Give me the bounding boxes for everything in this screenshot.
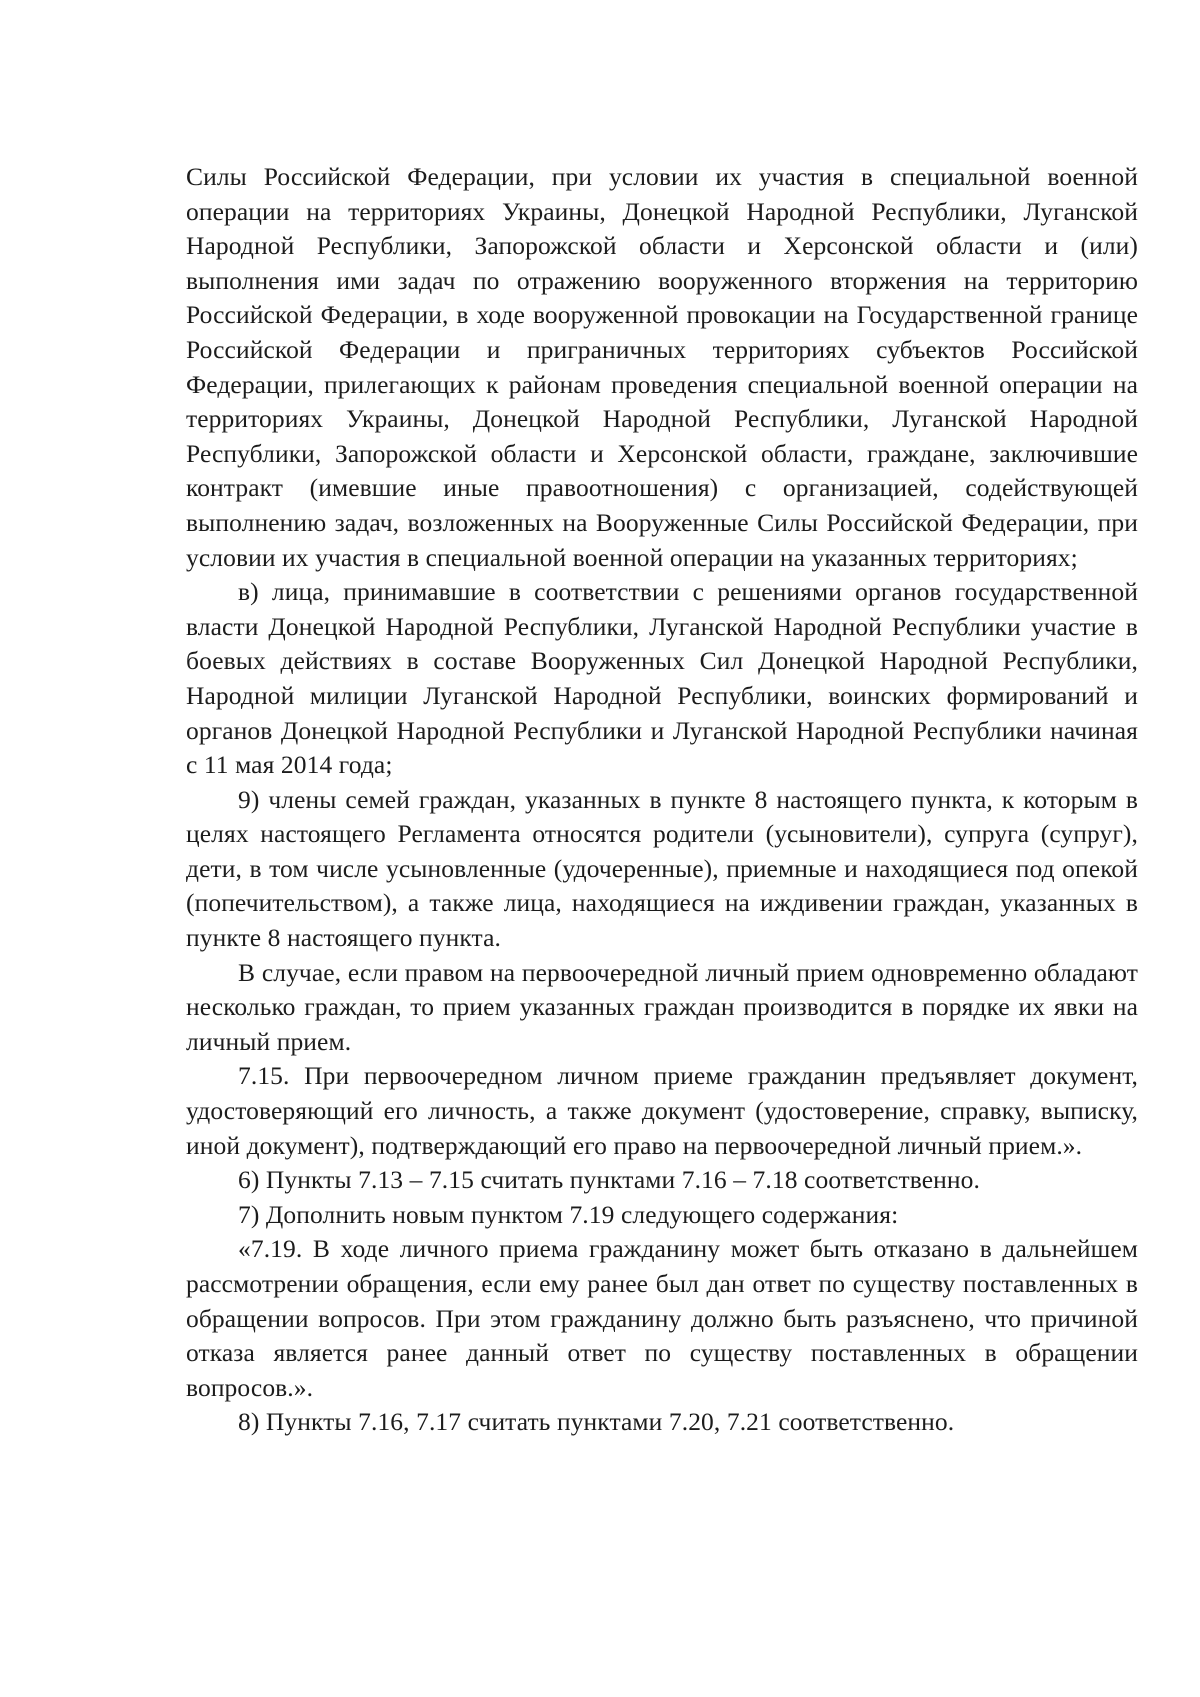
paragraph-clause-7-19: «7.19. В ходе личного приема гражданину может быть отказано в дальнейшем рассмотрении обращения, если ему ранее был дан ответ по существу поставленных в обращении вопросов. При этом гражданину должно быть разъяснено, что причиной отказа является ранее данный ответ по существу поставленных в обращении вопросов.». <box>186 1234 1138 1402</box>
paragraph-item-9: 9) члены семей граждан, указанных в пункте 8 настоящего пункта, к которым в целях настоящего Регламента относятся родители (усыновители), супруга (супруг), дети, в том числе усыновленные (удочеренные), приемные и находящиеся под опекой (попечительством), а также лица, находящиеся на иждивении граждан, указанных в пункте 8 настоящего пункта. <box>186 784 1138 953</box>
paragraph-item-7: 7) Дополнить новым пунктом 7.19 следующего содержания: <box>238 1199 899 1229</box>
document-body <box>186 160 1138 1440</box>
paragraph-item-8: 8) Пункты 7.16, 7.17 считать пунктами 7.20, 7.21 соответственно. <box>238 1407 955 1437</box>
paragraph-item-6: 6) Пункты 7.13 – 7.15 считать пунктами 7.16 – 7.18 соответственно. <box>238 1165 980 1195</box>
paragraph-simultaneous-right: В случае, если правом на первоочередной личный прием одновременно обладают несколько граждан, то прием указанных граждан производится в порядке их явки на личный прием. <box>186 957 1138 1056</box>
paragraph-continuation: Силы Российской Федерации, при условии их участия в специальной военной операции на территориях Украины, Донецкой Народной Республики, Луганской Народной Республики, Запорожской области и Херсонской области и (или) выполнения ими задач по отражению вооруженного вторжения на территорию Российской Федерации, в ходе вооруженной провокации на Государственной границе Российской Федерации и приграничных территориях субъектов Российской Федерации, прилегающих к районам проведения специальной военной операции на территориях Украины, Донецкой Народной Республики, Луганской Народной Республики, Запорожской области и Херсонской области, граждане, заключившие контракт (имевшие иные правоотношения) с организацией, содействующей выполнению задач, возложенных на Вооруженные Силы Российской Федерации, при условии их участия в специальной военной операции на указанных территориях; <box>186 162 1138 572</box>
paragraph-clause-7-15: 7.15. При первоочередном личном приеме гражданин предъявляет документ, удостоверяющий его личность, а также документ (удостоверение, справку, выписку, иной документ), подтверждающий его право на первоочередной личный прием.». <box>186 1061 1138 1160</box>
paragraph-item-v: в) лица, принимавшие в соответствии с решениями органов государственной власти Донецкой Народной Республики, Луганской Народной Республики участие в боевых действиях в составе Вооруженных Сил Донецкой Народной Республики, Народной милиции Луганской Народной Республики, воинских формирований и органов Донецкой Народной Республики и Луганской Народной Республики начиная с 11 мая 2014 года; <box>186 577 1138 780</box>
